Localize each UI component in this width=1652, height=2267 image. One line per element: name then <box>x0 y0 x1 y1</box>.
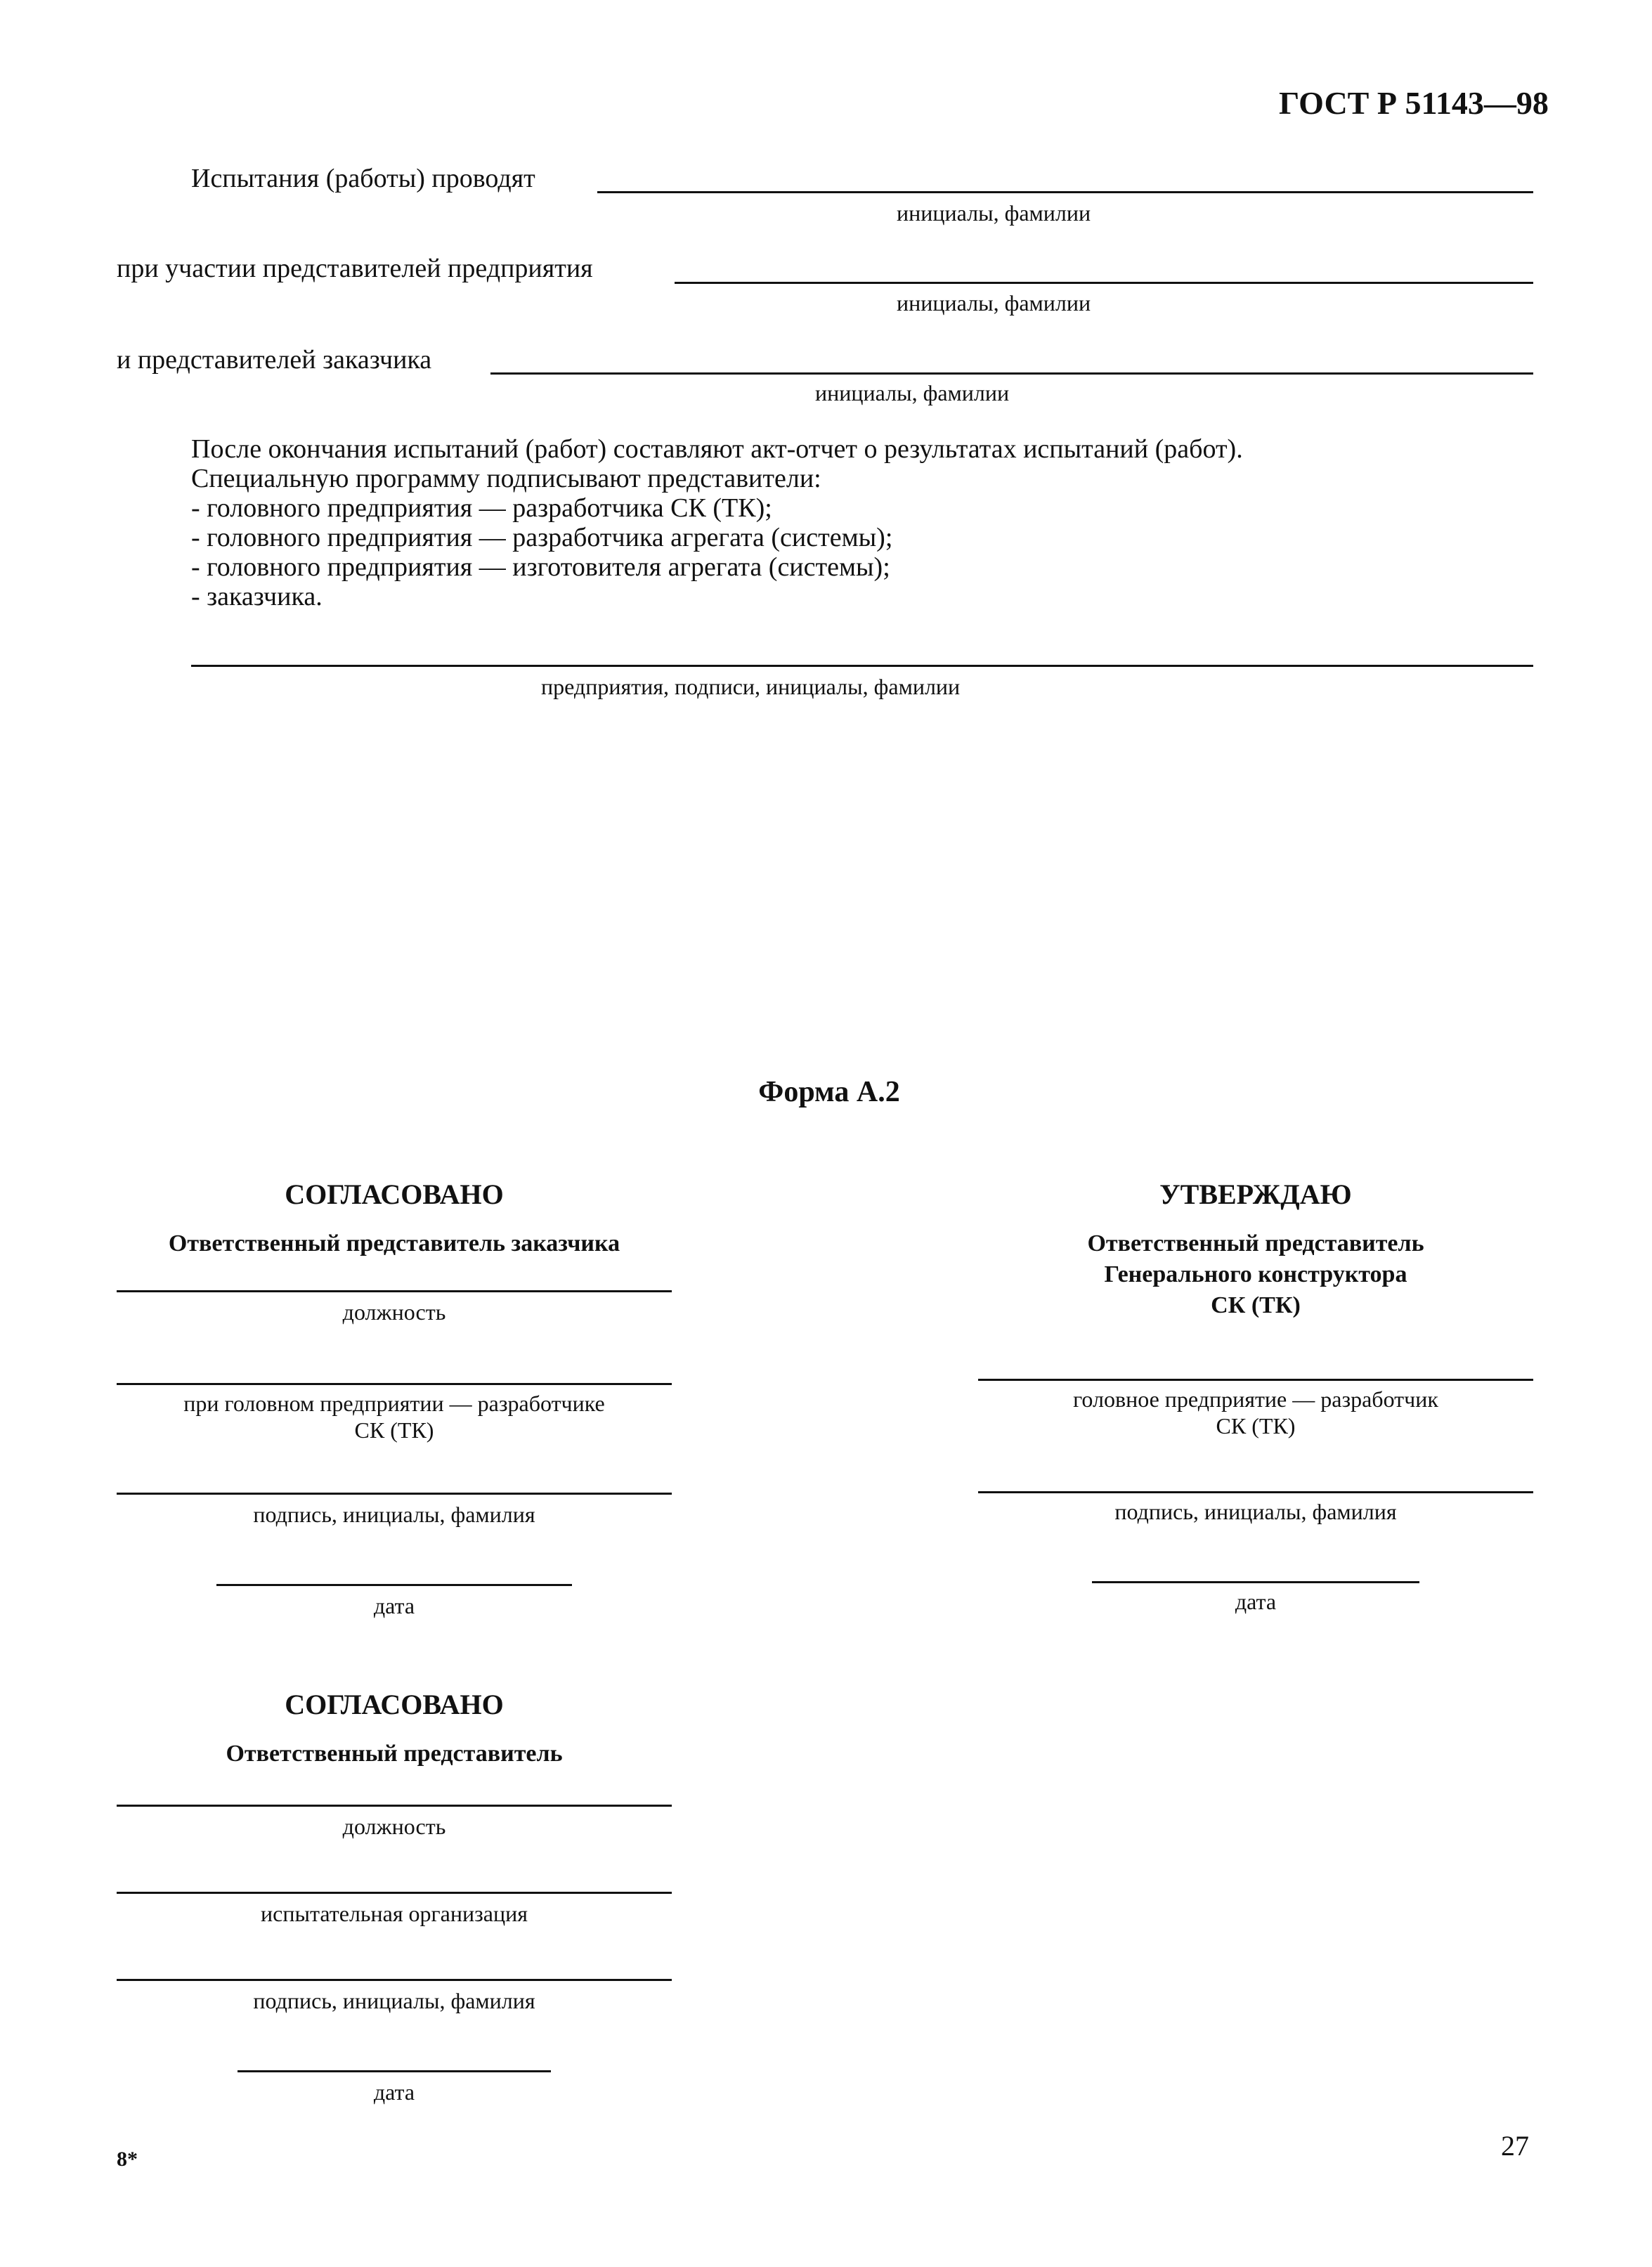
approval-block-test-org <box>117 1688 672 1769</box>
field-line-enterprise <box>675 282 1533 284</box>
caption-enterprise: при головном предприятии — разработчике <box>183 1391 605 1416</box>
paragraph-line: После окончания испытаний (работ) составляют акт-отчет о результатах испытаний (работ). <box>191 434 1243 464</box>
stamp-agreed-2: СОГЛАСОВАНО <box>285 1689 504 1720</box>
caption-signature-2: подпись, инициалы, фамилия <box>253 1988 535 2013</box>
line-enterprise <box>117 1383 672 1385</box>
line-position-2 <box>117 1805 672 1807</box>
caption-enterprise-right: головное предприятие — разработчик <box>1073 1386 1438 1412</box>
paragraph-line: Специальную программу подписывают представители: <box>191 464 821 493</box>
caption-date-right: дата <box>1235 1589 1277 1614</box>
caption-date: дата <box>373 1593 415 1618</box>
line-signature <box>117 1493 672 1495</box>
signatures-caption: предприятия, подписи, инициалы, фамилии <box>541 674 961 699</box>
stamp-agreed: СОГЛАСОВАНО <box>285 1178 504 1210</box>
line-enterprise-right <box>978 1379 1533 1381</box>
field-label-enterprise: при участии представителей предприятия <box>117 254 593 283</box>
role-designer-line: СК (ТК) <box>1211 1292 1301 1318</box>
line-signature-2 <box>117 1979 672 1981</box>
caption-enterprise-right-sk: СК (ТК) <box>1216 1413 1296 1438</box>
field-label-customer: и представителей заказчика <box>117 345 432 375</box>
line-date-2 <box>238 2070 551 2072</box>
caption-position: должность <box>342 1299 446 1325</box>
role-representative: Ответственный представитель <box>226 1741 563 1767</box>
list-item: - головного предприятия — разработчика СК (ТК); <box>191 493 772 523</box>
list-item: - заказчика. <box>191 582 323 611</box>
field-caption-testers: инициалы, фамилии <box>897 200 1091 226</box>
line-position <box>117 1290 672 1292</box>
role-designer-line: Ответственный представитель <box>1087 1230 1424 1256</box>
signatures-line <box>191 665 1533 667</box>
stamp-approve: УТВЕРЖДАЮ <box>1159 1178 1352 1210</box>
list-item: - головного предприятия — изготовителя агрегата (системы); <box>191 552 890 582</box>
role-designer-line: Генерального конструктора <box>1104 1261 1407 1287</box>
paragraph-block <box>191 434 1243 611</box>
standard-number: ГОСТ Р 51143—98 <box>1279 85 1549 121</box>
field-label-testers: Испытания (работы) проводят <box>191 164 535 193</box>
caption-test-org: испытательная организация <box>261 1901 528 1926</box>
caption-signature: подпись, инициалы, фамилия <box>253 1502 535 1527</box>
line-signature-right <box>978 1491 1533 1493</box>
field-caption-enterprise: инициалы, фамилии <box>897 290 1091 316</box>
line-date <box>216 1584 572 1586</box>
list-item: - головного предприятия — разработчика агрегата (системы); <box>191 523 893 552</box>
role-customer: Ответственный представитель заказчика <box>168 1230 620 1256</box>
caption-position-2: должность <box>342 1814 446 1839</box>
sheet-mark: 8* <box>117 2148 138 2171</box>
caption-enterprise-sk: СК (ТК) <box>354 1417 434 1443</box>
caption-date-2: дата <box>373 2079 415 2105</box>
line-date-right <box>1092 1581 1419 1583</box>
form-title: Форма А.2 <box>758 1076 900 1108</box>
field-caption-customer: инициалы, фамилии <box>815 380 1010 405</box>
caption-signature-right: подпись, инициалы, фамилия <box>1114 1499 1397 1524</box>
field-line-testers <box>597 191 1533 193</box>
approval-block-customer <box>117 1178 672 1259</box>
line-test-org <box>117 1892 672 1894</box>
page-number: 27 <box>1501 2130 1529 2162</box>
field-line-customer <box>490 372 1533 375</box>
approval-block-designer <box>978 1178 1533 1321</box>
